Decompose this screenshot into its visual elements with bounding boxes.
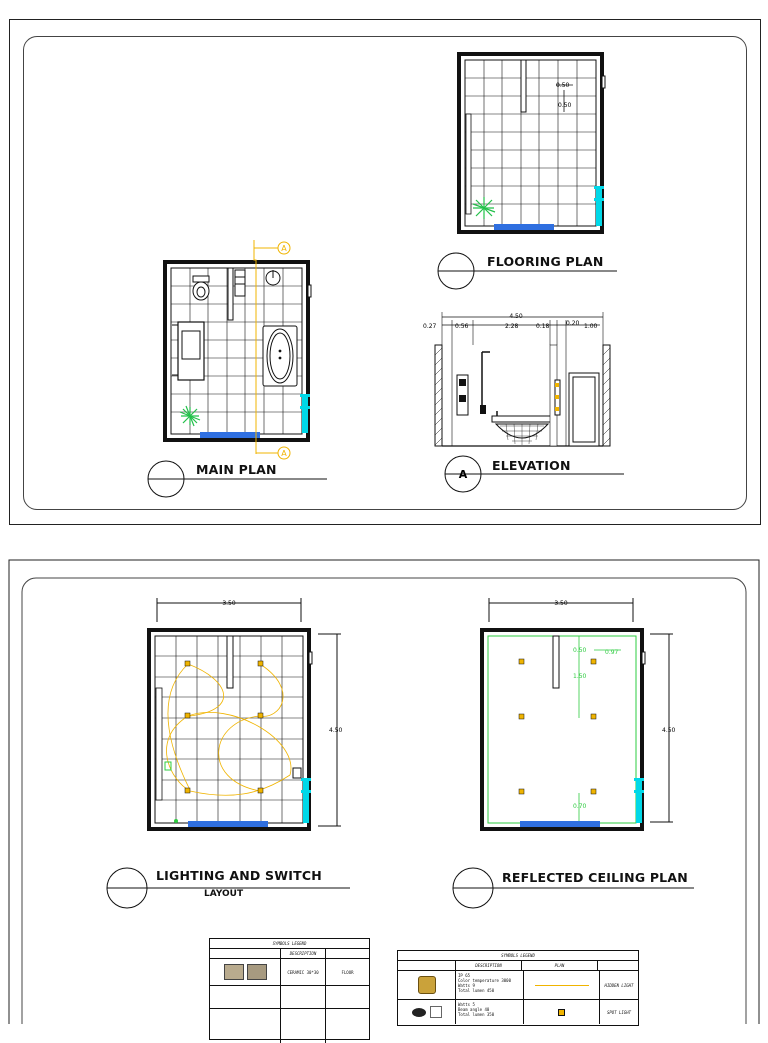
lighting-dim-height: 4.50 [329,727,343,734]
symbols-legend-left [209,938,370,1040]
elevation-title: ELEVATION [492,458,571,473]
legend-left-loc: FLOOR [341,969,354,975]
spot-light-icon [412,1008,426,1017]
flooring-dim-2: 0.50 [558,102,572,109]
elevation-marker-letter: A [458,468,468,481]
section-marker-top: A [281,244,287,253]
ceramic-swatch-icon [247,964,267,980]
elev-dim-2: 0.56 [455,323,469,330]
ceiling-dim-width: 3.50 [554,600,568,607]
elev-dim-1: 0.27 [423,323,437,330]
spot-light-type: SPOT LIGHT [606,1009,632,1015]
bottom-sheet [9,560,759,1024]
elev-dim-4: 0.18 [536,323,550,330]
hidden-light-spec-1: IP 65 [458,973,471,978]
main-plan-drawing [165,240,311,459]
legend-left-swatches [210,959,281,985]
legend-right-title: SYMBOLS LEGEND [501,953,535,958]
flooring-plan-drawing [459,54,605,232]
hidden-light-spec-3: Watts 9 [458,983,475,988]
elevation-drawing [423,312,610,446]
legend-right-col-desc: DESCRIPTION [456,961,522,970]
legend-left-title: SYMBOLS LEGEND [272,941,307,946]
ceiling-title: REFLECTED CEILING PLAN [502,870,688,885]
lighting-subtitle: LAYOUT [204,889,244,899]
ceiling-plan-drawing [482,598,676,829]
hidden-light-spec-2: Color temperature 3000 [458,978,511,983]
spot-light-top-icon [430,1006,442,1018]
elev-dim-5: 0.20 [566,320,580,327]
hidden-light-plan-line [535,985,589,986]
legend-left-desc: CERAMIC 30*30 [281,959,326,985]
section-marker-bottom: A [281,449,287,458]
lighting-dim-width: 3.50 [222,600,236,607]
hidden-light-type: HIDDEN LIGHT [604,982,634,988]
ceramic-swatch-icon [224,964,244,980]
lighting-plan-drawing [149,598,343,829]
ceiling-dim-height: 4.50 [662,727,676,734]
ceiling-dim-3: 1.50 [573,673,587,680]
elev-dim-total: 4.50 [509,313,523,320]
symbols-legend-right [397,950,639,1026]
ceiling-dim-1: 0.50 [573,647,587,654]
flooring-dim-1: 0.50 [556,82,570,89]
hidden-light-spec-4: Total lumen 450 [458,988,495,993]
spot-light-spec-2: Beam angle 40 [458,1007,490,1012]
spot-light-spec-1: Watts 5 [458,1002,475,1007]
lighting-title: LIGHTING AND SWITCH [156,868,322,883]
elev-dim-6: 1.00 [584,323,598,330]
hidden-light-icon [418,976,436,994]
spot-light-plan-symbol [558,1009,565,1016]
elev-dim-3: 2.28 [505,323,519,330]
ceiling-dim-4: 0.70 [573,803,587,810]
ceiling-dim-2: 0.97 [605,649,619,656]
spot-light-spec-3: Total lumen 350 [458,1012,495,1017]
legend-right-col-plan: PLAN [522,961,598,970]
legend-left-header: DESCRIPTION [281,949,326,958]
flooring-plan-title: FLOORING PLAN [487,254,604,269]
main-plan-title: MAIN PLAN [196,462,277,477]
